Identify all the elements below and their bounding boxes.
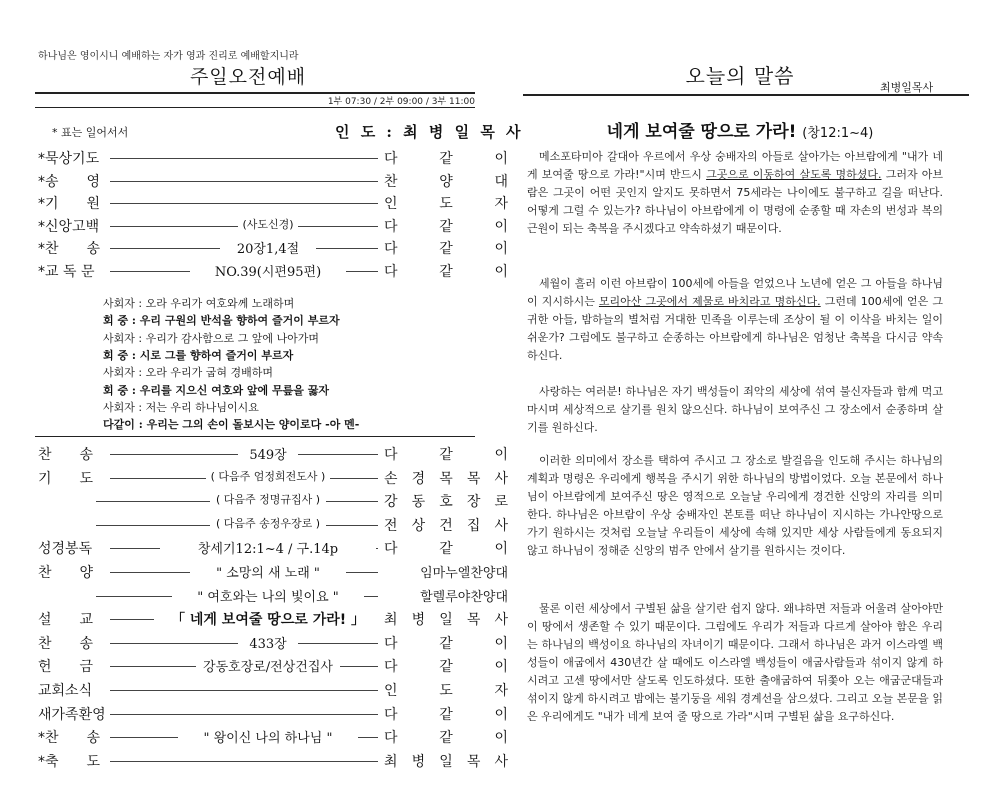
order-label: *기 원: [38, 196, 101, 212]
order-leader: [384, 444, 508, 464]
order-leader-char: 다: [384, 151, 398, 167]
order-label: *찬 송: [38, 730, 101, 747]
order-leader-char: 손: [384, 470, 398, 487]
order-leader-char: 건: [439, 517, 453, 534]
order-leader-char: 사: [494, 753, 508, 770]
order-leader-char: 같: [439, 706, 453, 723]
order-leader-char: 이: [494, 151, 508, 167]
order-label: 헌 금: [38, 659, 94, 676]
order-leader-char: 목: [439, 470, 453, 487]
order-leader-char: 자: [494, 196, 508, 212]
leader-line: [110, 478, 206, 479]
congregation-line: 회 중 : 시로 그를 향하여 즐거이 부르자: [103, 348, 294, 362]
leader-line-text: 사회자 : 오라 우리가 여호와께 노래하며: [103, 297, 295, 310]
leader-line: [340, 666, 378, 667]
order-row: [38, 704, 508, 726]
order-content: " 여호와는 나의 빛이요 ": [197, 589, 339, 605]
order-row: [38, 468, 508, 490]
order-row: [38, 751, 508, 773]
order-row: [38, 193, 508, 215]
order-leader: [384, 751, 508, 771]
order-leader-char: 인: [384, 683, 398, 699]
order-leader-char: 집: [466, 517, 481, 534]
divider: [35, 107, 475, 108]
order-leader-char: 장: [466, 494, 481, 511]
leader-line: [326, 525, 378, 526]
order-row: [38, 216, 508, 238]
leader-line: [298, 454, 378, 455]
sermon-section-title: 오늘의 말씀: [685, 64, 795, 88]
motto: 하나님은 영이시니 예배하는 자가 영과 진리로 예배할지니라: [38, 51, 299, 62]
order-content: 창세기12:1~4 / 구.14p: [197, 542, 339, 558]
order-leader-char: 전: [384, 517, 398, 534]
order-leader-char: 사: [494, 517, 508, 534]
sermon-paragraph: 메소포타미아 갈대아 우르에서 우상 숭배자의 아들로 살아가는 아브람에게 "내가 네게 보여줄 땅으로 가라!"시며 반드시 그곳으로 이동하여 살도록 명하셨다. 그러자 아브람은 그곳이 어떤 곳인지 알지도 못하면서 75세라는 나이에도 불구하고 길을 떠난다. 어떻게 그럴 수 있는가? 하나님이 아브람에게 이 명령에 순종할 때 자손의 번성과 복의 근원이 되는 축복을 주시겠다고 약속하셨기 때문이다.: [527, 150, 943, 235]
leader-line: [110, 619, 154, 620]
order-leader-char: 병: [411, 753, 426, 770]
order-leader-char: 같: [439, 218, 453, 235]
order-label: 새가족환영: [38, 706, 106, 723]
order-leader-char: 같: [439, 541, 453, 558]
leader: 인 도 : 최 병 일 목 사: [335, 123, 524, 141]
leader-line: [110, 454, 238, 455]
order-label: *신앙고백: [38, 218, 100, 235]
order-leader-char: 도: [439, 196, 453, 212]
leader-line: [364, 596, 378, 597]
order-leader-char: 일: [439, 612, 453, 629]
stand-note: * 표는 일어서서: [52, 126, 129, 139]
leader-line: [110, 643, 238, 644]
order-row: [38, 491, 508, 513]
sermon-paragraph: 이러한 의미에서 장소를 택하여 주시고 그 장소로 발걸음을 인도해 주시는 하나님의 계획과 명령은 우리에게 행복을 주시기 위한 하나님의 방법이었다. 오늘 본문에서 하나님이 아브람에게 보여주신 땅은 영적으로 오늘날 우리에게 경건한 신앙의 자리를 의미한다. 하나님은 아브람이 우상 숭배자인 본토를 떠난 하나님이 지시하는 가나안땅으로 가기 원하시는 것처럼 오늘날 우리들이 세상에 속해 있지만 세상 사람들에게 동요되지 않고 하나님이 정해준 신앙의 범주 안에서 살기를 원하시는 것이다.: [527, 454, 943, 557]
order-leader-char: 로: [494, 494, 508, 511]
leader-line: [110, 761, 378, 762]
order-leader: [384, 704, 508, 724]
order-row: [38, 680, 508, 702]
order-label: 성경봉독: [38, 541, 93, 558]
order-row: [38, 538, 508, 560]
order-row: [38, 238, 508, 260]
order-leader-char: 호: [439, 494, 453, 511]
service-times: 1부 07:30 / 2부 09:00 / 3부 11:00: [327, 97, 475, 107]
order-leader-char: 목: [466, 470, 481, 487]
order-leader-char: 이: [494, 241, 508, 257]
order-leader: [384, 656, 508, 676]
leader-line: [298, 643, 378, 644]
leader-line: [110, 248, 220, 249]
order-leader: [384, 633, 508, 653]
leader-line: [346, 271, 378, 272]
order-leader: [384, 727, 508, 747]
sermon-paragraph: 물론 이런 세상에서 구별된 삶을 살기란 쉽지 않다. 왜냐하면 저들과 어울려 살아야만 이 땅에서 생존할 수 있기 때문이다. 그럼에도 우리가 저들과 다르게 살아야 함은 우리는 하나님의 백성이요 하나님의 자녀이기 때문이다. 그래서 하나님은 과거 이스라엘 백성들이 애굽에서 430년간 살 때에도 이스라엘 백성들이 애굽사람들과 섞이지 않게 하시려고 고센 땅에서만 살도록 인도하셨다. 또한 출애굽하여 뒤쫓아 오는 애굽군대들과 섞이지 않게 하시려고 밤에는 불기둥을 세워 경계선을 삼으셨다. 그리고 오늘 본문을 읽은 우리에게도 "내가 네게 보여 줄 땅으로 가라"시며 구별된 삶을 요구하신다.: [527, 602, 943, 723]
leader-line: [110, 737, 178, 738]
leader-line-text: 사회자 : 저는 우리 하나님이시요: [103, 400, 259, 414]
order-leader-char: 이: [494, 218, 508, 235]
leader-line-text: 사회자 : 우리가 감사함으로 그 앞에 나아가며: [103, 331, 319, 345]
order-leader-char: 다: [384, 541, 398, 558]
order-leader: [384, 515, 508, 535]
order-row: [38, 515, 508, 537]
order-leader-char: 같: [439, 447, 453, 463]
order-leader: [384, 148, 508, 168]
order-leader-char: 같: [439, 659, 453, 676]
order-leader-char: 인: [384, 196, 398, 212]
divider: [523, 94, 969, 96]
order-leader: [384, 216, 508, 236]
leader-line: [376, 548, 378, 549]
congregation-line: 회 중 : 우리를 지으신 여호와 앞에 무릎을 꿇자: [103, 383, 329, 397]
order-leader: [384, 193, 508, 213]
congregation-line: 회 중 : 우리 구원의 반석을 향하여 즐거이 부르자: [103, 314, 340, 328]
order-leader-char: 같: [439, 241, 453, 257]
order-leader: [384, 680, 508, 700]
leader-line-text: 사회자 : 오라 우리가 굽혀 경배하며: [103, 366, 273, 380]
order-row: [38, 656, 508, 678]
order-row: [38, 562, 508, 584]
order-leader-char: 목: [466, 753, 481, 770]
order-leader-char: 대: [494, 173, 508, 190]
leader-line: [110, 714, 378, 715]
order-leader-char: 이: [494, 635, 508, 652]
order-row: [38, 171, 508, 193]
order-label: 찬 양: [38, 565, 94, 581]
order-leader-char: 양: [439, 173, 453, 190]
leader-line: [110, 548, 160, 549]
order-leader-char: 동: [411, 494, 426, 511]
order-leader-char: 강: [384, 494, 398, 511]
order-label: 기 도: [38, 470, 94, 487]
sermon-paragraph: 사랑하는 여러분! 하나님은 자기 백성들이 죄악의 세상에 섞여 불신자들과 함께 먹고 마시며 세상적으로 살기를 원치 않으신다. 하나님이 보여주신 그 장소에서 순종하며 살기를 원하신다.: [527, 385, 943, 434]
underlined-text: 모리아산 그곳에서 제물로 바치라고 명하신다.: [598, 295, 821, 308]
order-leader-char: 도: [439, 683, 453, 699]
leader-line: [96, 596, 172, 597]
order-content: (사도신경): [242, 217, 294, 231]
order-leader: [384, 586, 508, 605]
order-content: 강동호장로/전상건집사: [203, 660, 333, 676]
order-content: " 왕이신 나의 하나님 ": [203, 731, 333, 747]
order-label: 설 교: [38, 612, 94, 629]
order-content: ( 다음주 정명규집사 ): [215, 493, 321, 507]
order-leader: [384, 562, 508, 581]
order-leader: [384, 238, 508, 258]
order-label: 찬 송: [38, 635, 94, 652]
congregation-line: 다같이 : 우리는 그의 손이 돌보시는 양이로다 -아 멘-: [103, 418, 360, 432]
order-leader-char: 임마누엘찬양대: [420, 566, 508, 581]
leader-line: [346, 572, 378, 573]
leader-line: [96, 501, 210, 502]
order-leader-char: 자: [494, 683, 508, 699]
order-label: *교 독 문: [38, 263, 95, 280]
sermon-reference: (창12:1~4): [802, 126, 874, 141]
order-content: 「 네게 보여줄 땅으로 가라! 」: [171, 612, 365, 629]
leader-line: [330, 478, 378, 479]
order-leader-char: 다: [384, 730, 398, 747]
order-leader-char: 목: [466, 612, 481, 629]
order-leader-char: 다: [384, 635, 398, 652]
order-leader-char: 경: [411, 470, 426, 487]
order-content: ( 다음주 송정우장로 ): [215, 516, 321, 530]
leader-line: [358, 737, 378, 738]
leader-line: [110, 666, 196, 667]
leader-line: [110, 271, 190, 272]
order-leader: [384, 261, 508, 281]
order-leader-char: 사: [494, 612, 508, 629]
order-leader: [384, 538, 508, 558]
order-label: *묵상기도: [38, 151, 100, 167]
order-label: 찬 송: [38, 447, 94, 463]
leader-line: [110, 203, 378, 204]
divider: [35, 436, 475, 437]
order-leader-char: 병: [411, 612, 426, 629]
order-leader-char: 같: [439, 730, 453, 747]
order-leader-char: 다: [384, 706, 398, 723]
order-leader-char: 같: [439, 151, 453, 167]
order-label: 교회소식: [38, 683, 93, 699]
leader-line: [110, 158, 378, 159]
underlined-text: 그곳으로 이동하여 살도록 명하셨다.: [706, 168, 882, 181]
leader-line: [110, 181, 378, 182]
order-leader-char: 일: [439, 753, 453, 770]
order-row: [38, 727, 508, 749]
order-leader-char: 최: [384, 753, 398, 770]
order-leader-char: 할렐루야찬양대: [420, 589, 508, 605]
order-content: NO.39(시편95편): [214, 264, 322, 280]
order-leader: [384, 171, 508, 191]
leader-line: [110, 226, 238, 227]
order-leader-char: 다: [384, 263, 398, 280]
order-row: [38, 444, 508, 466]
sermon-paragraph: 세월이 흘러 이런 아브람이 100세에 아들을 얻었으나 노년에 얻은 그 아들을 하나님이 지시하시는 모리아산 그곳에서 제물로 바치라고 명하신다. 그런데 100세에 얻은 그 귀한 아들, 밤하늘의 별처럼 거대한 민족을 이루는데 조상이 될 이 이삭을 바치는 일이 쉬운가? 그럼에도 불구하고 순종하는 아브람에게 하나님은 엄청난 축복을 다시금 약속하신다.: [527, 277, 943, 362]
order-leader-char: 같: [439, 263, 453, 280]
order-leader-char: 이: [494, 447, 508, 463]
service-title: 주일오전예배: [189, 66, 307, 88]
order-row: [38, 609, 508, 631]
order-row: [38, 633, 508, 655]
sermon-title: [520, 117, 960, 142]
order-label: *축 도: [38, 753, 101, 770]
order-leader-char: 다: [384, 241, 398, 257]
order-leader-char: 이: [494, 263, 508, 280]
order-leader-char: 다: [384, 218, 398, 235]
order-leader-char: 다: [384, 447, 398, 463]
order-leader: [384, 609, 508, 629]
order-row: [38, 261, 508, 283]
order-content: 433장: [249, 636, 287, 652]
order-leader-char: 이: [494, 659, 508, 676]
order-row: [38, 148, 508, 170]
order-content: ( 다음주 엄정희전도사 ): [210, 469, 326, 483]
order-content: " 소망의 새 노래 ": [216, 566, 320, 581]
order-leader-char: 이: [494, 541, 508, 558]
order-label: *송 영: [38, 173, 101, 190]
leader-line: [110, 572, 190, 573]
order-row: [38, 586, 508, 608]
sermon-title-text: 네게 보여줄 땅으로 가라!: [606, 122, 797, 142]
order-label: *찬 송: [38, 241, 101, 257]
leader-line: [96, 525, 210, 526]
order-leader-char: 이: [494, 706, 508, 723]
order-content: 549장: [249, 448, 287, 463]
leader-line: [298, 226, 378, 227]
leader-line: [110, 690, 378, 691]
author: 최병일목사: [880, 81, 934, 94]
order-leader-char: 다: [384, 659, 398, 676]
order-leader-char: 같: [439, 635, 453, 652]
order-leader-char: 사: [494, 470, 508, 487]
leader-line: [316, 248, 378, 249]
order-leader-char: 상: [411, 517, 426, 534]
order-content: 20장1,4절: [236, 242, 300, 257]
order-leader: [384, 468, 508, 488]
order-leader: [384, 491, 508, 511]
leader-line: [326, 501, 378, 502]
order-leader-char: 최: [384, 612, 398, 629]
order-leader-char: 찬: [384, 173, 398, 190]
order-leader-char: 이: [494, 730, 508, 747]
